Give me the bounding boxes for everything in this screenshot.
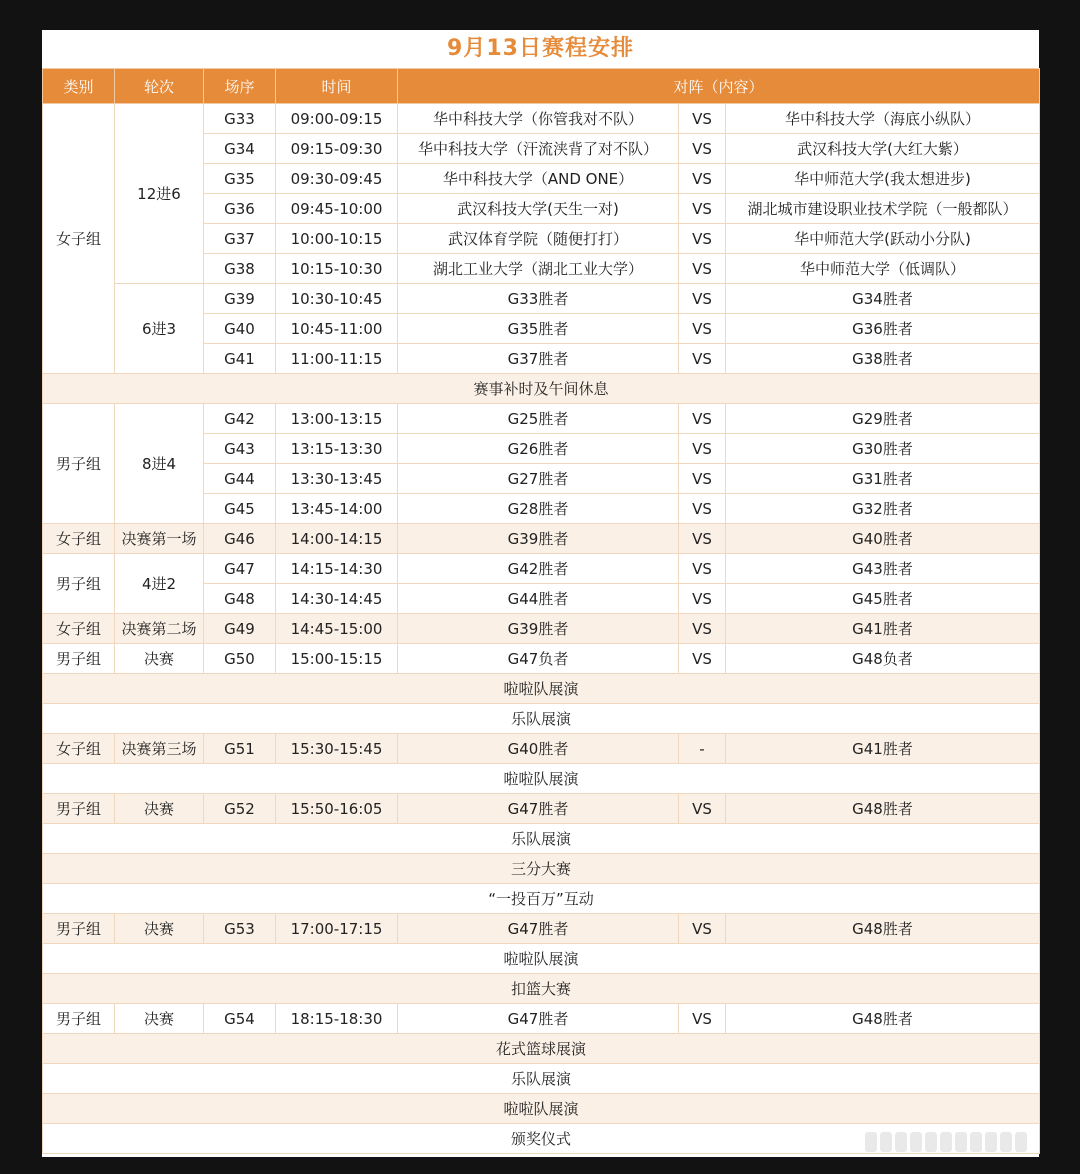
round-cell: 决赛 xyxy=(115,1004,204,1034)
table-row xyxy=(43,734,1040,764)
event-row xyxy=(43,1064,1040,1094)
vs-label: VS xyxy=(679,794,726,824)
category-cell: 女子组 xyxy=(43,614,115,644)
vs-label: VS xyxy=(679,554,726,584)
vs-label: VS xyxy=(679,494,726,524)
team-a: G25胜者 xyxy=(398,404,679,434)
round-cell: 12进6 xyxy=(115,104,204,284)
event-row xyxy=(43,674,1040,704)
round-cell: 决赛 xyxy=(115,794,204,824)
team-b: 武汉科技大学(大红大紫） xyxy=(726,134,1040,164)
page-dot xyxy=(910,1132,922,1152)
game-id: G37 xyxy=(204,224,276,254)
team-a: G35胜者 xyxy=(398,314,679,344)
event-label: 赛事补时及午间休息 xyxy=(43,374,1040,404)
team-b: G32胜者 xyxy=(726,494,1040,524)
game-time: 13:00-13:15 xyxy=(276,404,398,434)
game-time: 09:15-09:30 xyxy=(276,134,398,164)
team-b: G43胜者 xyxy=(726,554,1040,584)
event-row xyxy=(43,824,1040,854)
vs-label: VS xyxy=(679,1004,726,1034)
team-b: 湖北城市建设职业技术学院（一般都队） xyxy=(726,194,1040,224)
vs-label: VS xyxy=(679,194,726,224)
vs-label: VS xyxy=(679,584,726,614)
round-cell: 决赛 xyxy=(115,914,204,944)
page-dot xyxy=(925,1132,937,1152)
game-time: 15:50-16:05 xyxy=(276,794,398,824)
team-a: G26胜者 xyxy=(398,434,679,464)
category-cell: 男子组 xyxy=(43,914,115,944)
game-time: 15:30-15:45 xyxy=(276,734,398,764)
header-row xyxy=(43,69,1040,104)
vs-label: VS xyxy=(679,284,726,314)
game-time: 13:30-13:45 xyxy=(276,464,398,494)
table-row xyxy=(43,794,1040,824)
table-row xyxy=(43,524,1040,554)
event-row xyxy=(43,374,1040,404)
team-a: G28胜者 xyxy=(398,494,679,524)
category-cell: 女子组 xyxy=(43,734,115,764)
team-a: 武汉科技大学(天生一对) xyxy=(398,194,679,224)
event-label: 乐队展演 xyxy=(43,824,1040,854)
team-a: G44胜者 xyxy=(398,584,679,614)
table-row xyxy=(43,554,1040,584)
team-a: G47胜者 xyxy=(398,914,679,944)
vs-label: VS xyxy=(679,434,726,464)
team-a: 武汉体育学院（随便打打） xyxy=(398,224,679,254)
vs-label: VS xyxy=(679,614,726,644)
game-id: G52 xyxy=(204,794,276,824)
vs-label: VS xyxy=(679,314,726,344)
table-row xyxy=(43,614,1040,644)
table-row xyxy=(43,914,1040,944)
team-b: G48胜者 xyxy=(726,1004,1040,1034)
round-cell: 决赛第一场 xyxy=(115,524,204,554)
team-b: G31胜者 xyxy=(726,464,1040,494)
header-game-no: 场序 xyxy=(204,69,276,104)
team-b: G41胜者 xyxy=(726,614,1040,644)
event-row xyxy=(43,1034,1040,1064)
team-b: G41胜者 xyxy=(726,734,1040,764)
game-id: G51 xyxy=(204,734,276,764)
category-cell: 女子组 xyxy=(43,104,115,374)
page-dot xyxy=(985,1132,997,1152)
page-title: 9月13日赛程安排 xyxy=(447,36,634,61)
event-row xyxy=(43,974,1040,1004)
table-row xyxy=(43,404,1040,434)
team-b: 华中科技大学（海底小纵队） xyxy=(726,104,1040,134)
round-cell: 8进4 xyxy=(115,404,204,524)
team-a: G47负者 xyxy=(398,644,679,674)
team-a: G39胜者 xyxy=(398,524,679,554)
game-id: G48 xyxy=(204,584,276,614)
team-a: G42胜者 xyxy=(398,554,679,584)
team-a: G39胜者 xyxy=(398,614,679,644)
category-cell: 男子组 xyxy=(43,644,115,674)
game-id: G54 xyxy=(204,1004,276,1034)
game-id: G49 xyxy=(204,614,276,644)
header-round: 轮次 xyxy=(115,69,204,104)
vs-label: VS xyxy=(679,134,726,164)
page-dot xyxy=(895,1132,907,1152)
game-id: G43 xyxy=(204,434,276,464)
page-dot xyxy=(970,1132,982,1152)
team-a: G33胜者 xyxy=(398,284,679,314)
page-dot xyxy=(955,1132,967,1152)
event-row xyxy=(43,1094,1040,1124)
game-time: 14:15-14:30 xyxy=(276,554,398,584)
game-time: 13:45-14:00 xyxy=(276,494,398,524)
round-cell: 决赛 xyxy=(115,644,204,674)
game-id: G47 xyxy=(204,554,276,584)
event-label: 花式篮球展演 xyxy=(43,1034,1040,1064)
team-b: G40胜者 xyxy=(726,524,1040,554)
game-id: G38 xyxy=(204,254,276,284)
event-label: 乐队展演 xyxy=(43,704,1040,734)
vs-label: VS xyxy=(679,644,726,674)
team-b: 华中师范大学(跃动小分队) xyxy=(726,224,1040,254)
team-b: G48负者 xyxy=(726,644,1040,674)
category-cell: 男子组 xyxy=(43,794,115,824)
category-cell: 男子组 xyxy=(43,404,115,524)
game-id: G40 xyxy=(204,314,276,344)
game-id: G44 xyxy=(204,464,276,494)
team-b: G48胜者 xyxy=(726,794,1040,824)
event-label: 扣篮大赛 xyxy=(43,974,1040,1004)
round-cell: 6进3 xyxy=(115,284,204,374)
game-time: 18:15-18:30 xyxy=(276,1004,398,1034)
event-row xyxy=(43,854,1040,884)
vs-label: VS xyxy=(679,404,726,434)
event-row xyxy=(43,704,1040,734)
schedule-table xyxy=(42,68,1040,1154)
event-label: “一投百万”互动 xyxy=(43,884,1040,914)
team-b: G34胜者 xyxy=(726,284,1040,314)
page-indicator xyxy=(865,1132,1027,1152)
team-b: G29胜者 xyxy=(726,404,1040,434)
category-cell: 男子组 xyxy=(43,554,115,614)
team-a: 华中科技大学（AND ONE） xyxy=(398,164,679,194)
vs-label: VS xyxy=(679,914,726,944)
game-id: G46 xyxy=(204,524,276,554)
page-dot xyxy=(940,1132,952,1152)
event-label: 啦啦队展演 xyxy=(43,944,1040,974)
game-time: 14:45-15:00 xyxy=(276,614,398,644)
game-time: 14:00-14:15 xyxy=(276,524,398,554)
table-row xyxy=(43,644,1040,674)
event-label: 乐队展演 xyxy=(43,1064,1040,1094)
team-a: G47胜者 xyxy=(398,794,679,824)
game-id: G50 xyxy=(204,644,276,674)
team-b: G48胜者 xyxy=(726,914,1040,944)
game-time: 09:45-10:00 xyxy=(276,194,398,224)
game-id: G33 xyxy=(204,104,276,134)
team-a: 华中科技大学（你管我对不队） xyxy=(398,104,679,134)
header-matchup: 对阵（内容） xyxy=(398,69,1040,104)
event-label: 颁奖仪式 xyxy=(43,1124,1040,1154)
event-label: 三分大赛 xyxy=(43,854,1040,884)
game-id: G36 xyxy=(204,194,276,224)
event-row xyxy=(43,884,1040,914)
team-a: 湖北工业大学（湖北工业大学） xyxy=(398,254,679,284)
round-cell: 决赛第二场 xyxy=(115,614,204,644)
schedule-document xyxy=(42,30,1039,1157)
team-b: 华中师范大学（低调队） xyxy=(726,254,1040,284)
table-row xyxy=(43,104,1040,134)
vs-label: VS xyxy=(679,164,726,194)
team-b: G36胜者 xyxy=(726,314,1040,344)
table-row xyxy=(43,1004,1040,1034)
game-time: 10:00-10:15 xyxy=(276,224,398,254)
team-b: 华中师范大学(我太想进步) xyxy=(726,164,1040,194)
round-cell: 决赛第三场 xyxy=(115,734,204,764)
game-time: 11:00-11:15 xyxy=(276,344,398,374)
game-time: 09:30-09:45 xyxy=(276,164,398,194)
team-b: G38胜者 xyxy=(726,344,1040,374)
page-dot xyxy=(1000,1132,1012,1152)
vs-label: VS xyxy=(679,254,726,284)
game-id: G41 xyxy=(204,344,276,374)
table-row xyxy=(43,284,1040,314)
event-row xyxy=(43,764,1040,794)
team-a: G40胜者 xyxy=(398,734,679,764)
page-dot xyxy=(1015,1132,1027,1152)
game-time: 17:00-17:15 xyxy=(276,914,398,944)
vs-label: VS xyxy=(679,524,726,554)
vs-label: VS xyxy=(679,344,726,374)
game-time: 10:30-10:45 xyxy=(276,284,398,314)
team-a: G27胜者 xyxy=(398,464,679,494)
game-time: 09:00-09:15 xyxy=(276,104,398,134)
vs-label: - xyxy=(679,734,726,764)
page-dot xyxy=(880,1132,892,1152)
game-time: 10:15-10:30 xyxy=(276,254,398,284)
vs-label: VS xyxy=(679,104,726,134)
event-label: 啦啦队展演 xyxy=(43,674,1040,704)
category-cell: 女子组 xyxy=(43,524,115,554)
game-id: G35 xyxy=(204,164,276,194)
game-time: 15:00-15:15 xyxy=(276,644,398,674)
vs-label: VS xyxy=(679,224,726,254)
event-label: 啦啦队展演 xyxy=(43,764,1040,794)
game-time: 14:30-14:45 xyxy=(276,584,398,614)
game-time: 10:45-11:00 xyxy=(276,314,398,344)
event-label: 啦啦队展演 xyxy=(43,1094,1040,1124)
game-id: G45 xyxy=(204,494,276,524)
header-time: 时间 xyxy=(276,69,398,104)
event-row xyxy=(43,944,1040,974)
game-id: G53 xyxy=(204,914,276,944)
team-a: G37胜者 xyxy=(398,344,679,374)
header-category: 类别 xyxy=(43,69,115,104)
round-cell: 4进2 xyxy=(115,554,204,614)
team-b: G30胜者 xyxy=(726,434,1040,464)
team-a: G47胜者 xyxy=(398,1004,679,1034)
game-id: G39 xyxy=(204,284,276,314)
page-dot xyxy=(865,1132,877,1152)
game-id: G42 xyxy=(204,404,276,434)
team-a: 华中科技大学（汗流浃背了对不队） xyxy=(398,134,679,164)
vs-label: VS xyxy=(679,464,726,494)
game-id: G34 xyxy=(204,134,276,164)
game-time: 13:15-13:30 xyxy=(276,434,398,464)
team-b: G45胜者 xyxy=(726,584,1040,614)
category-cell: 男子组 xyxy=(43,1004,115,1034)
